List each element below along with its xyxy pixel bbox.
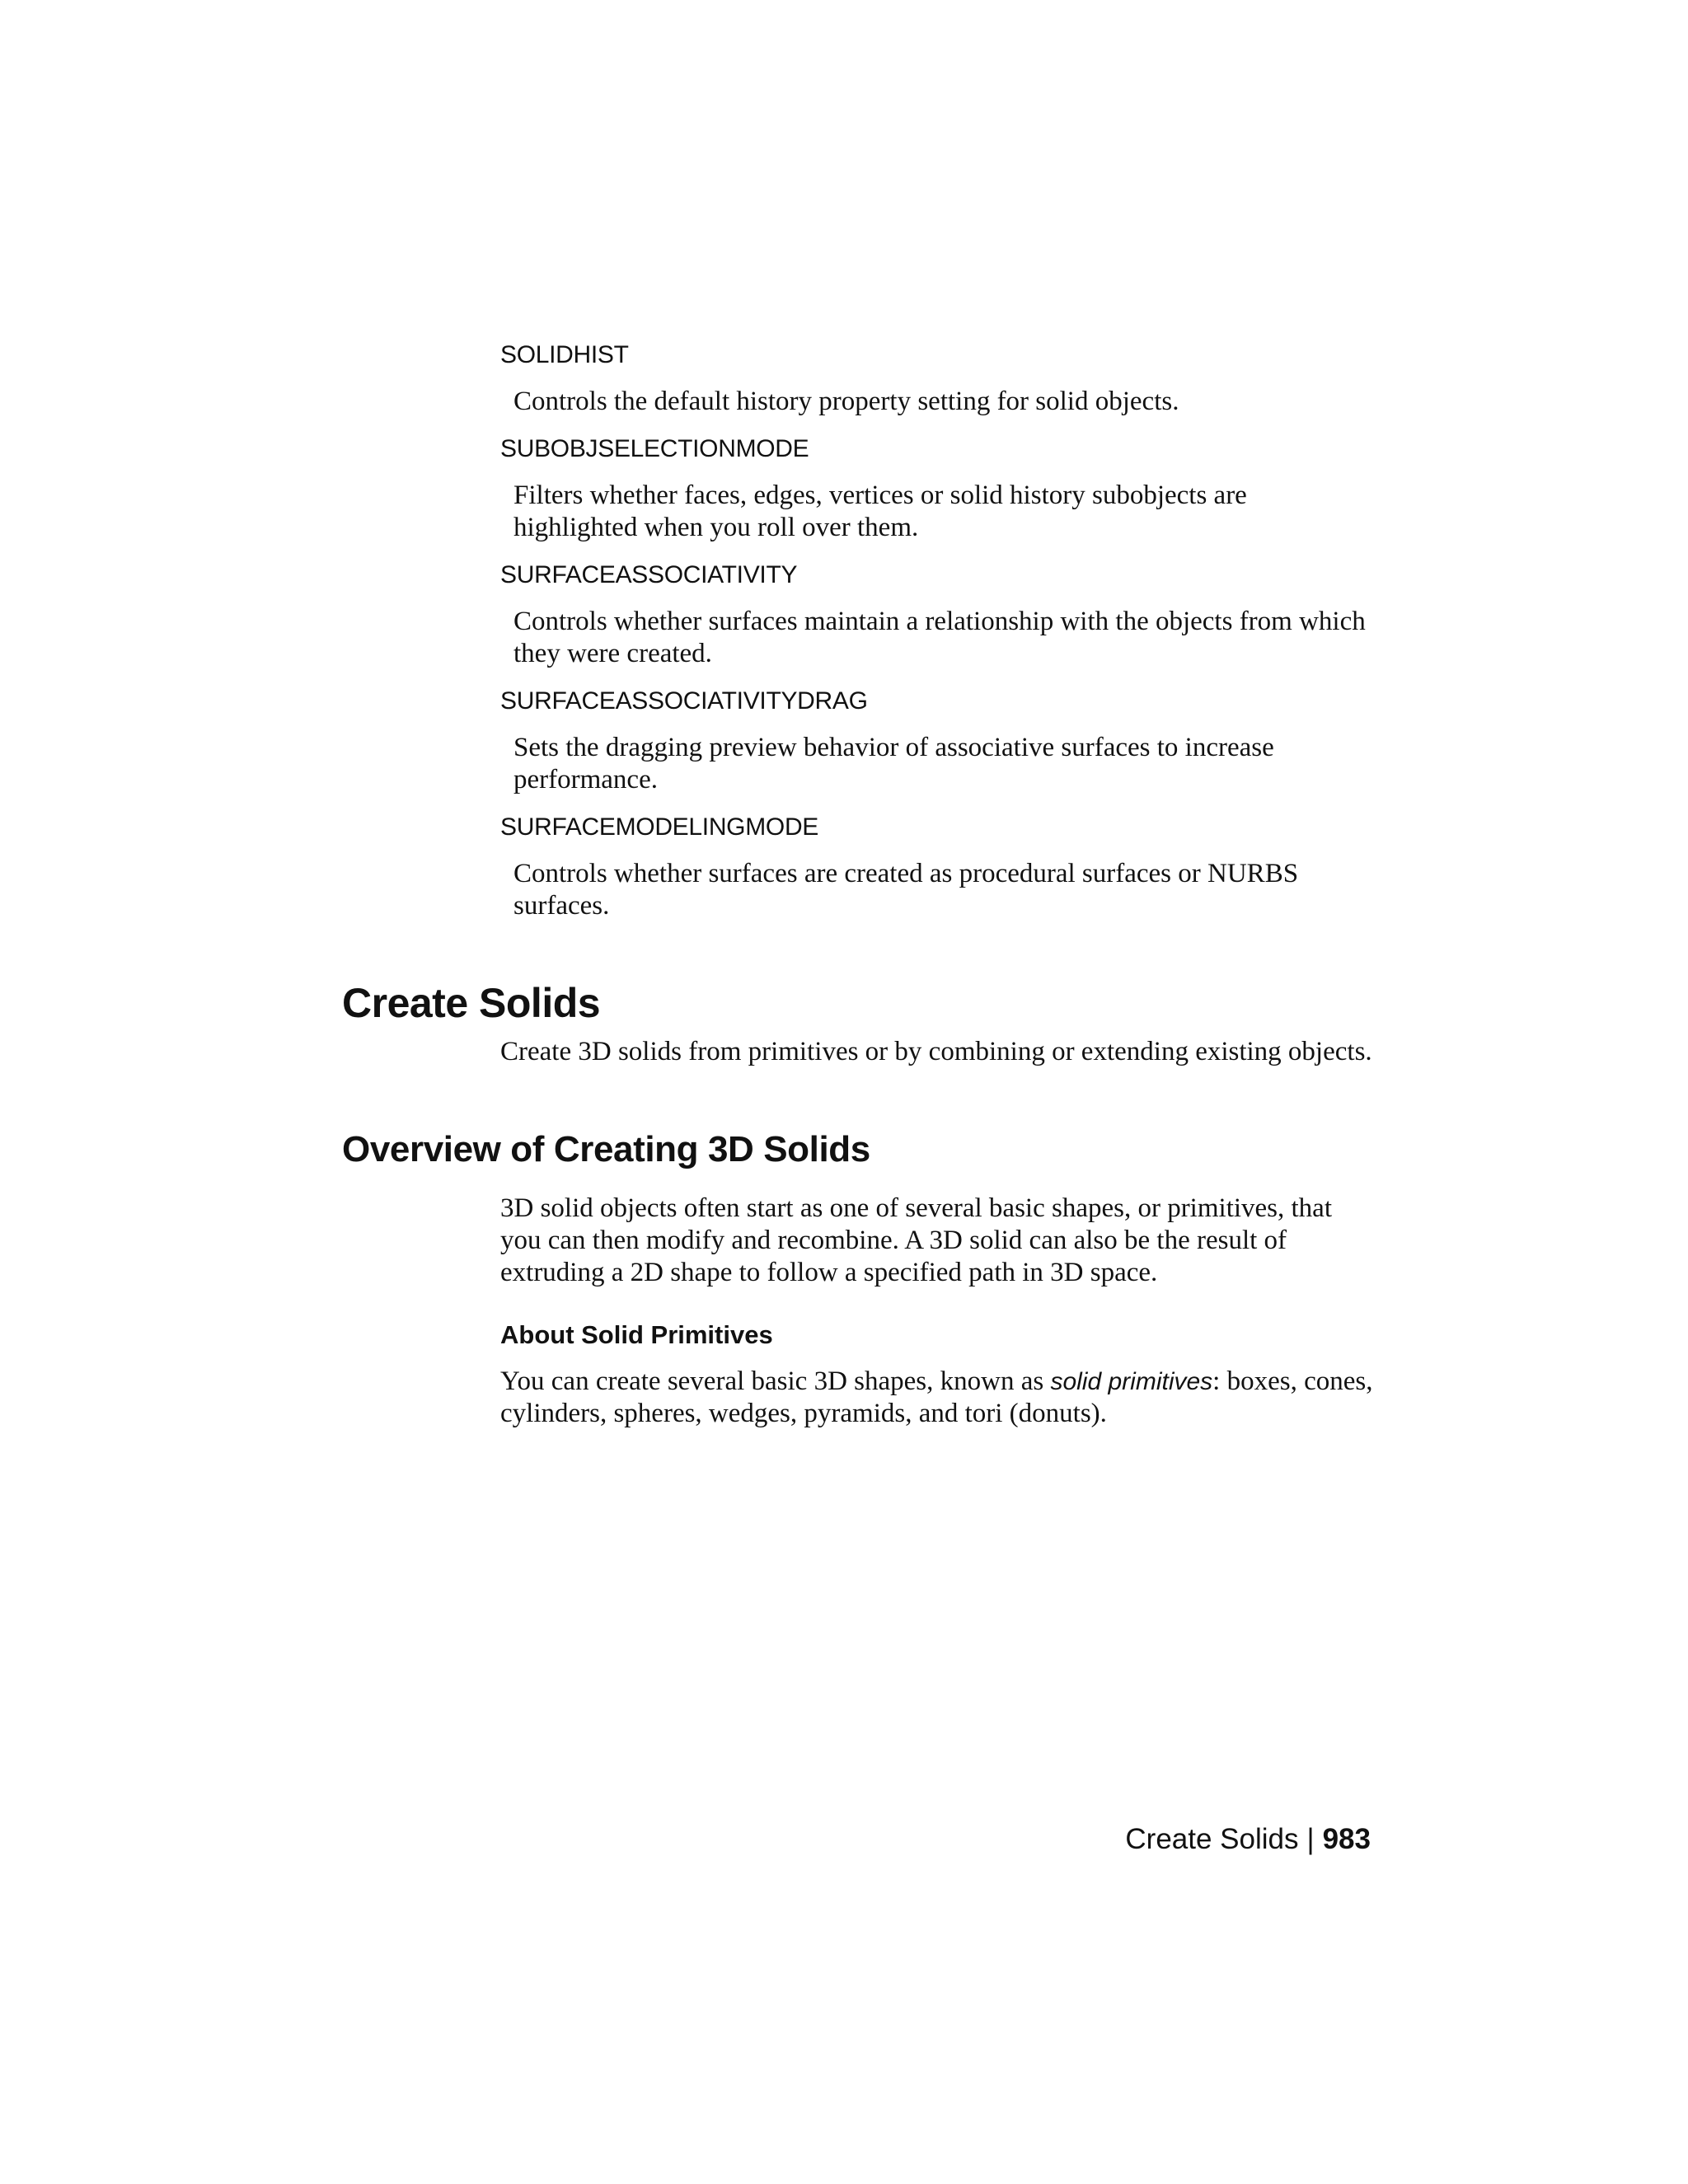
sysvar-entry <box>500 560 1374 670</box>
topic-body-text: : boxes, cones, cylinders, spheres, wedges, pyramids, and tori (donuts). <box>500 1366 1373 1428</box>
sysvar-name: SURFACEASSOCIATIVITYDRAG <box>500 687 868 715</box>
sysvar-description: Controls the default history property setting for solid objects. <box>513 387 1179 416</box>
sysvar-entry <box>500 340 1374 418</box>
topic-title: About Solid Primitives <box>500 1320 773 1349</box>
subsection-title: Overview of Creating 3D Solids <box>342 1129 870 1169</box>
sysvar-name: SUBOBJSELECTIONMODE <box>500 435 809 462</box>
subsection-body: 3D solid objects often start as one of several basic shapes, or primitives, that you can then modify and recombine. A 3D solid can also be the result of extruding a 2D shape to follow a specified path in 3D space. <box>500 1193 1332 1287</box>
footer-separator: | <box>1306 1823 1315 1855</box>
sysvar-description: Controls whether surfaces maintain a relationship with the objects from which they were created. <box>513 607 1366 668</box>
sysvar-description: Filters whether faces, edges, vertices or solid history subobjects are highlighted when you roll over them. <box>513 480 1247 542</box>
sysvar-name: SOLIDHIST <box>500 341 629 368</box>
page-footer <box>1125 1821 1371 1858</box>
section-intro: Create 3D solids from primitives or by combining or extending existing objects. <box>500 1037 1372 1066</box>
running-title: Create Solids <box>1125 1823 1299 1855</box>
sysvar-name: SURFACEASSOCIATIVITY <box>500 561 798 588</box>
page-number: 983 <box>1322 1823 1371 1855</box>
sysvar-entry <box>500 434 1374 544</box>
topic-body <box>500 1366 1374 1430</box>
sysvar-description: Controls whether surfaces are created as procedural surfaces or NURBS surfaces. <box>513 859 1299 921</box>
system-variable-list <box>500 340 1374 938</box>
topic-body-text: You can create several basic 3D shapes, known as <box>500 1366 1051 1396</box>
topic-term: solid primitives <box>1050 1368 1213 1395</box>
sysvar-description: Sets the dragging preview behavior of associative surfaces to increase performance. <box>513 733 1274 794</box>
section-title: Create Solids <box>342 980 601 1026</box>
sysvar-entry <box>500 686 1374 796</box>
sysvar-entry <box>500 812 1374 922</box>
sysvar-name: SURFACEMODELINGMODE <box>500 813 819 841</box>
